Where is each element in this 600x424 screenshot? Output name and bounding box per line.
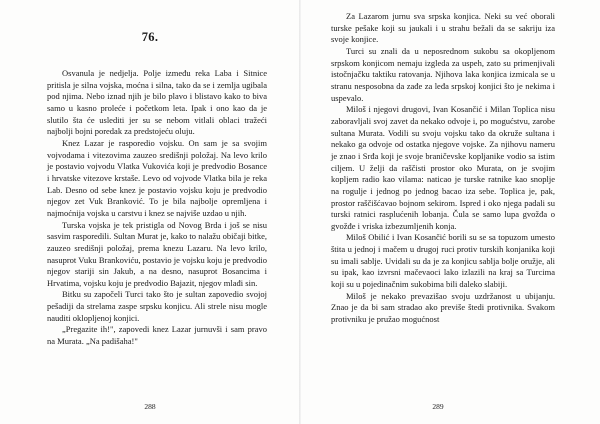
chapter-number: 76. <box>141 30 159 44</box>
page-number: 288 <box>144 402 156 411</box>
paragraph: Osvanula je nedjelja. Polje između reka Laba i Sitnice pritisla je silna vojska, moćna i silna, tako da se i zemlja ugibala pod njima. Nebo iznad njih je bilo plavo i blistavo kako to biva samo u kasno proleće i početkom leta. Ipak i ono kao da je slutilo šta će uslediti jer su se nebom vitlali oblaci tražeći najbolji bojni poredak za predstojeću oluju. <box>47 68 267 137</box>
paragraph: Bitku su započeli Turci tako što je sultan zapovedio svojoj pešadiji da strelama zaspe srpsku konjicu. Ali strele nisu mogle nauditi okloplјenoj konjici. <box>47 289 267 323</box>
paragraph: Turska vojska je tek pristigla od Novog Brda i još se nisu sasvim rasporedili. Sultan Murat je, kako to nalažu običaji bitke, zauzeo središnji položaj, prema knezu Lazaru. Na levo krilo, nasuprot Vuku Brankoviću, postavio je vojsku koju je predvodio njegov stariji sin Jakub, a na desno, nasuprot Bosancima i Hrvatima, vojsku koju je predvodio Bajazit, njegov mlađi sin. <box>47 219 267 288</box>
paragraph: „Pregazite ih!", zapovedi knez Lazar jurnuvši i sam pravo na Murata. „Na padišaha!" <box>47 324 267 347</box>
paragraph: Za Lazarom jurnu sva srpska konjica. Neki su već oborali turske pešake koji su jaukali i u strahu bežali da se sakriju iza svoje konjice. <box>331 11 555 45</box>
page-number: 289 <box>432 402 444 411</box>
left-page-text <box>47 68 267 348</box>
paragraph: Knez Lazar je rasporedio vojsku. On sam je sa svojim vojvodama i vitezovima zauzeo središnji položaj. Na levo krilo je postavio vojvodu Vlatka Vukovića koji je predvodio Bosance i hrvatske vitezove krstaše. Levo od vojvode Vlatka bila je reka Lab. Desno od sebe knez je postavio vojsku koju je predvodio njegov zet Vuk Branković. To je bila najbolje opremljena i najmoćnija vojska u carstvu i knez se najviše uzdao u njih. <box>47 137 267 218</box>
paragraph: Miloš je nekako prevazišao svoju uzdržanost u ubijanju. Znao je da bi sam stradao ako previše štedi protivnika. Svakom protivniku je pružao mogućnost <box>331 290 555 325</box>
paragraph: Miloš i njegovi drugovi, Ivan Kosančić i Milan Toplica nisu zaboravljali svoj zavet da nekako odvoje i, po mogućstvu, zarobe sultana Murata. Vodili su svoju vojsku tako da okruže sultana i nekako ga odvoje od ostatka njegove vojske. Za njihovu nameru je znao i Srđa koji je svoje braničevske kopljanike vodio sa istim ciljem. U želji da raščisti prostor oko Murata, on je svojim kopljem radio kao vilama: naticao je turske ratnike kao snoplje na rogulje i jednog po jednog bacao iza sebe. Toplica je, pak, prostor raščišćavao bojnom sekirom. Ispred i oko njega padali su turski ratnici rasplućenih lobanja. Čula se samo lupa gvožđa o gvožđe i vriska izbezumljenih konja. <box>331 104 555 231</box>
paragraph: Turci su znali da u neposrednom sukobu sa okoplјenom srpskom konjicom nemaju izgleda za uspeh, zato su primenjivali istočnjačku taktiku ratovanja. Njihova laka konjica izmicala se u stranu nesposobna da zađe za leđa srpskoj konjici što je nekima i uspevalo. <box>331 45 555 103</box>
right-page <box>300 0 600 424</box>
paragraph: Miloš Obilić i Ivan Kosančić borili su se sa topuzom umesto štita u jednoj i mačem u drugoj ruci protiv turskih konjanika koji su imali sablje. Uvidali su da je za konjicu sablja bolje oružje, ali su ipak, kao izvrsni mačevaoci lako izlazili na kraj sa Turcima koji su u pojedinačnim sukobima bili daleko slabiji. <box>331 232 555 290</box>
right-page-text <box>331 11 555 326</box>
